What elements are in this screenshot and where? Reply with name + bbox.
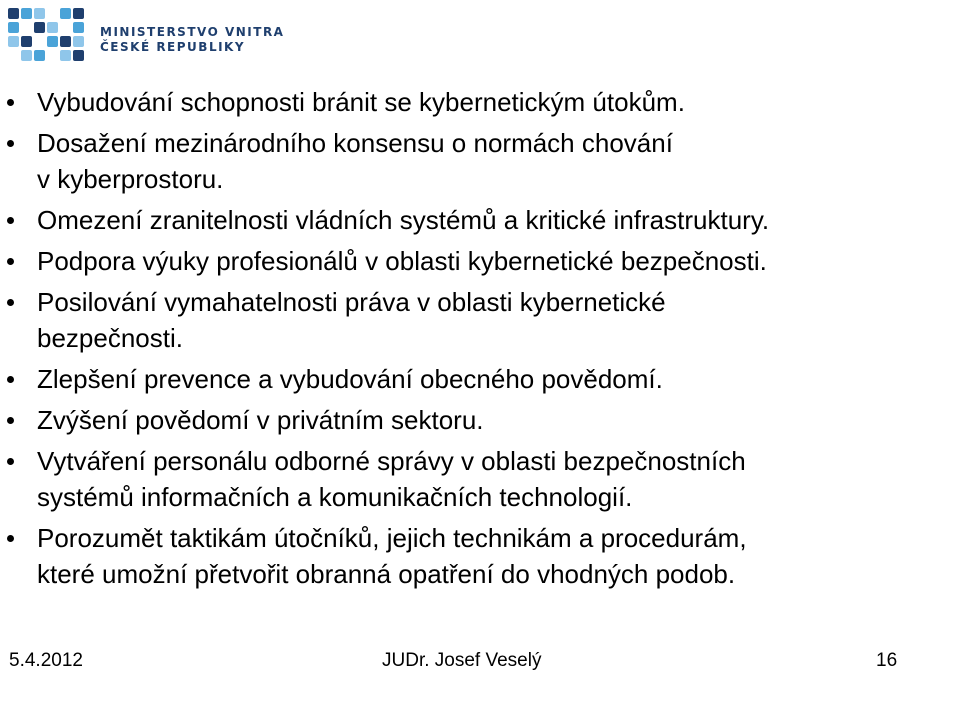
logo-dot: [8, 8, 19, 19]
footer-date: 5.4.2012: [9, 650, 83, 671]
bullet-text: které umožní přetvořit obranná opatření do vhodných podob.: [37, 559, 736, 589]
ministry-name-line-2: ČESKÉ REPUBLIKY: [100, 40, 246, 54]
logo-dot: [21, 50, 32, 61]
bullet-text: Vybudování schopnosti bránit se kybernetickým útokům.: [37, 87, 685, 117]
bullet-item: [0, 202, 950, 238]
logo-dot: [47, 22, 58, 33]
bullet-list: [0, 84, 950, 597]
bullet-item: [0, 361, 950, 397]
logo-dot: [60, 36, 71, 47]
logo-dot: [73, 50, 84, 61]
logo-dot: [8, 36, 19, 47]
bullet-dot-icon: [7, 140, 14, 147]
bullet-text: Posilování vymahatelnosti práva v oblasti kybernetické: [37, 287, 666, 317]
ministry-name-line-1: MINISTERSTVO VNITRA: [100, 25, 285, 39]
logo-dot: [60, 8, 71, 19]
bullet-dot-icon: [7, 99, 14, 106]
bullet-dot-icon: [7, 217, 14, 224]
logo-dot: [34, 8, 45, 19]
footer-author: JUDr. Josef Veselý: [382, 650, 542, 671]
logo-dot: [21, 36, 32, 47]
logo-dot: [73, 36, 84, 47]
bullet-dot-icon: [7, 417, 14, 424]
logo-dot: [47, 36, 58, 47]
ministry-name: [100, 25, 300, 55]
logo-dot: [34, 50, 45, 61]
logo-dot: [73, 8, 84, 19]
bullet-item: [0, 125, 950, 197]
logo-dot: [8, 22, 19, 33]
bullet-item: [0, 84, 950, 120]
bullet-item: [0, 443, 950, 515]
bullet-dot-icon: [7, 258, 14, 265]
bullet-text: bezpečnosti.: [37, 323, 183, 353]
bullet-item: [0, 243, 950, 279]
bullet-dot-icon: [7, 299, 14, 306]
bullet-dot-icon: [7, 458, 14, 465]
bullet-text: Omezení zranitelnosti vládních systémů a kritické infrastruktury.: [37, 205, 770, 235]
bullet-text: v kyberprostoru.: [37, 164, 224, 194]
bullet-item: [0, 402, 950, 438]
logo-dot: [21, 8, 32, 19]
logo-dot: [73, 22, 84, 33]
logo-dot: [34, 22, 45, 33]
logo-dot: [60, 50, 71, 61]
bullet-text: systémů informačních a komunikačních technologií.: [37, 482, 633, 512]
bullet-item: [0, 284, 950, 356]
bullet-dot-icon: [7, 376, 14, 383]
bullet-text: Zlepšení prevence a vybudování obecného povědomí.: [37, 364, 663, 394]
footer-page-number: 16: [876, 650, 898, 671]
bullet-text: Podpora výuky profesionálů v oblasti kybernetické bezpečnosti.: [37, 246, 767, 276]
bullet-text: Zvýšení povědomí v privátním sektoru.: [37, 405, 484, 435]
bullet-item: [0, 520, 950, 592]
logo-dot-mark: [8, 8, 88, 70]
bullet-text: Porozumět taktikám útočníků, jejich technikám a procedurám,: [37, 523, 747, 553]
bullet-text: Vytváření personálu odborné správy v oblasti bezpečnostních: [37, 446, 746, 476]
bullet-text: Dosažení mezinárodního konsensu o normách chování: [37, 128, 673, 158]
bullet-dot-icon: [7, 535, 14, 542]
